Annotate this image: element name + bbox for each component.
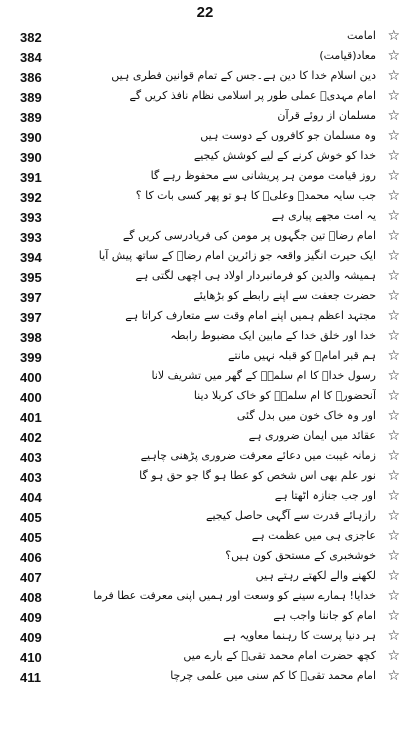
toc-entry-title: امام رضاؑ تین جگہوں پر مومن کی فریادرسی کریں گے: [122, 229, 376, 242]
toc-page-number: 395: [20, 270, 42, 285]
toc-entry: [0, 548, 410, 568]
star-icon: ☆: [387, 168, 400, 184]
star-icon: ☆: [387, 388, 400, 404]
star-icon: ☆: [387, 48, 400, 64]
toc-entry-title: دین اسلام خدا کا دین ہے۔جس کے تمام قوانین فطری ہیں: [111, 69, 376, 82]
star-icon: ☆: [387, 408, 400, 424]
toc-page-number: 391: [20, 170, 42, 185]
star-icon: ☆: [387, 128, 400, 144]
toc-page-number: 399: [20, 350, 42, 365]
toc-page-number: 394: [20, 250, 42, 265]
toc-entry-title: معاد(قیامت): [319, 49, 376, 62]
toc-page-number: 392: [20, 190, 42, 205]
toc-entry: [0, 128, 410, 148]
star-icon: ☆: [387, 528, 400, 544]
toc-page-number: 403: [20, 450, 42, 465]
toc-entry-title: ایک حیرت انگیز واقعہ جو زائرین امام رضاؑ کے ساتھ پیش آیا: [98, 249, 376, 262]
toc-entry: [0, 608, 410, 628]
toc-page-number: 390: [20, 130, 42, 145]
toc-entry: [0, 428, 410, 448]
toc-entry-title: خدا اور خلق خدا کے مابین ایک مضبوط رابطہ: [170, 329, 376, 342]
toc-entry-title: مسلمان از روئے قرآن: [277, 109, 376, 122]
toc-entry: [0, 528, 410, 548]
star-icon: ☆: [387, 88, 400, 104]
toc-entry: [0, 208, 410, 228]
star-icon: ☆: [387, 568, 400, 584]
star-icon: ☆: [387, 588, 400, 604]
toc-entry-title: حضرت جعفت سے اپنے رابطے کو بڑھایئے: [193, 289, 376, 302]
toc-page-number: 400: [20, 390, 42, 405]
toc-entry-title: ہم قبر امامؑ کو قبلہ نہیں مانتے: [228, 349, 376, 362]
toc-page-number: 409: [20, 630, 42, 645]
toc-page-number: 405: [20, 510, 42, 525]
toc-entry-title: لکھنے والے لکھتے رہتے ہیں: [255, 569, 376, 582]
toc-entry: [0, 368, 410, 388]
toc-page-number: 402: [20, 430, 42, 445]
toc-entry: [0, 168, 410, 188]
toc-entry: [0, 488, 410, 508]
toc-entry-title: امام محمد تقیؑ کا کم سنی میں علمی چرچا: [170, 669, 376, 682]
star-icon: ☆: [387, 148, 400, 164]
toc-entry: [0, 468, 410, 488]
toc-page-number: 386: [20, 70, 42, 85]
toc-entry: [0, 408, 410, 428]
toc-entry-title: رازہائے قدرت سے آگہی حاصل کیجیے: [206, 509, 376, 522]
toc-page-number: 393: [20, 210, 42, 225]
toc-page-number: 400: [20, 370, 42, 385]
toc-page-number: 408: [20, 590, 42, 605]
star-icon: ☆: [387, 368, 400, 384]
toc-page-number: 398: [20, 330, 42, 345]
toc-entry: [0, 48, 410, 68]
toc-entry: [0, 108, 410, 128]
toc-entry-title: امامت: [347, 29, 376, 42]
toc-entry: [0, 388, 410, 408]
toc-entry-title: خدایا! ہمارے سینے کو وسعت اور ہمیں اپنی معرفت عطا فرما: [93, 589, 376, 602]
star-icon: ☆: [387, 448, 400, 464]
star-icon: ☆: [387, 208, 400, 224]
toc-entry-title: روز قیامت مومن ہر پریشانی سے محفوظ رہے گا: [150, 169, 376, 182]
toc-entry: [0, 588, 410, 608]
toc-entry: [0, 288, 410, 308]
star-icon: ☆: [387, 348, 400, 364]
toc-page-number: 404: [20, 490, 42, 505]
toc-entry-title: آنحضورؐ کا ام سلمہؑ کو خاک کربلا دینا: [193, 389, 376, 402]
star-icon: ☆: [387, 248, 400, 264]
toc-entry: [0, 568, 410, 588]
toc-entry-title: امام کو جاننا واجب ہے: [273, 609, 376, 622]
toc-entry-title: جب سایہ محمدؐ وعلیؑ کا ہو تو پھر کسی بات کا ؟: [135, 189, 376, 202]
toc-page-number: 403: [20, 470, 42, 485]
toc-entry-title: زمانہ غیبت میں دعائے معرفت ضروری پڑھنی چاہیے: [140, 449, 376, 462]
table-of-contents: [0, 28, 410, 688]
toc-entry: [0, 328, 410, 348]
toc-entry-title: رسول خداؐ کا ام سلمہؑ کے گھر میں تشریف لانا: [151, 369, 376, 382]
star-icon: ☆: [387, 648, 400, 664]
toc-entry: [0, 628, 410, 648]
toc-entry: [0, 348, 410, 368]
star-icon: ☆: [387, 328, 400, 344]
toc-entry: [0, 188, 410, 208]
toc-entry: [0, 508, 410, 528]
star-icon: ☆: [387, 468, 400, 484]
toc-page-number: 409: [20, 610, 42, 625]
toc-page-number: 384: [20, 50, 42, 65]
star-icon: ☆: [387, 288, 400, 304]
toc-page-number: 397: [20, 290, 42, 305]
star-icon: ☆: [387, 268, 400, 284]
toc-entry-title: وہ مسلمان جو کافروں کے دوست ہیں: [200, 129, 376, 142]
toc-page-number: 390: [20, 150, 42, 165]
toc-entry: [0, 148, 410, 168]
toc-entry-title: اور جب جنازہ اٹھتا ہے: [274, 489, 376, 502]
toc-entry-title: عقائد میں ایمان ضروری ہے: [248, 429, 376, 442]
toc-entry: [0, 68, 410, 88]
toc-page-number: 407: [20, 570, 42, 585]
toc-entry-title: مجتہد اعظم ہمیں اپنے امام وقت سے متعارف کراتا ہے: [125, 309, 376, 322]
toc-entry: [0, 668, 410, 688]
star-icon: ☆: [387, 488, 400, 504]
toc-entry-title: یہ امت مجھے پیاری ہے: [271, 209, 376, 222]
star-icon: ☆: [387, 428, 400, 444]
star-icon: ☆: [387, 508, 400, 524]
toc-page-number: 393: [20, 230, 42, 245]
toc-page-number: 401: [20, 410, 42, 425]
toc-entry-title: ہر دنیا پرست کا رہنما معاویہ ہے: [223, 629, 376, 642]
star-icon: ☆: [387, 628, 400, 644]
page-number: 22: [196, 4, 214, 21]
toc-entry-title: ہمیشہ والدین کو فرمانبردار اولاد ہی اچھی لگتی ہے: [135, 269, 376, 282]
star-icon: ☆: [387, 188, 400, 204]
toc-entry-title: نور علم بھی اس شخص کو عطا ہو گا جو حق ہو گا: [139, 469, 376, 482]
toc-entry: [0, 308, 410, 328]
star-icon: ☆: [387, 228, 400, 244]
toc-entry-title: عاجزی ہی میں عظمت ہے: [251, 529, 376, 542]
toc-entry: [0, 28, 410, 48]
toc-entry-title: خوشخبری کے مستحق کون ہیں؟: [225, 549, 376, 562]
star-icon: ☆: [387, 548, 400, 564]
toc-page-number: 405: [20, 530, 42, 545]
star-icon: ☆: [387, 608, 400, 624]
toc-page-number: 389: [20, 90, 42, 105]
toc-page-number: 397: [20, 310, 42, 325]
toc-entry: [0, 448, 410, 468]
toc-page-number: 410: [20, 650, 42, 665]
toc-entry: [0, 648, 410, 668]
toc-page-number: 389: [20, 110, 42, 125]
toc-entry-title: امام مہدیؑ عملی طور پر اسلامی نظام نافذ کریں گے: [129, 89, 376, 102]
toc-page-number: 411: [20, 670, 41, 685]
toc-page-number: 382: [20, 30, 42, 45]
toc-entry-title: اور وہ خاک خون میں بدل گئی: [236, 409, 376, 422]
star-icon: ☆: [387, 308, 400, 324]
star-icon: ☆: [387, 28, 400, 44]
star-icon: ☆: [387, 668, 400, 684]
toc-entry: [0, 268, 410, 288]
toc-page-number: 406: [20, 550, 42, 565]
star-icon: ☆: [387, 108, 400, 124]
star-icon: ☆: [387, 68, 400, 84]
toc-entry-title: کچھ حضرت امام محمد تقیؑ کے بارے میں: [183, 649, 376, 662]
toc-entry: [0, 228, 410, 248]
toc-entry-title: خدا کو خوش کرنے کے لیے کوشش کیجیے: [193, 149, 376, 162]
toc-entry: [0, 248, 410, 268]
toc-entry: [0, 88, 410, 108]
